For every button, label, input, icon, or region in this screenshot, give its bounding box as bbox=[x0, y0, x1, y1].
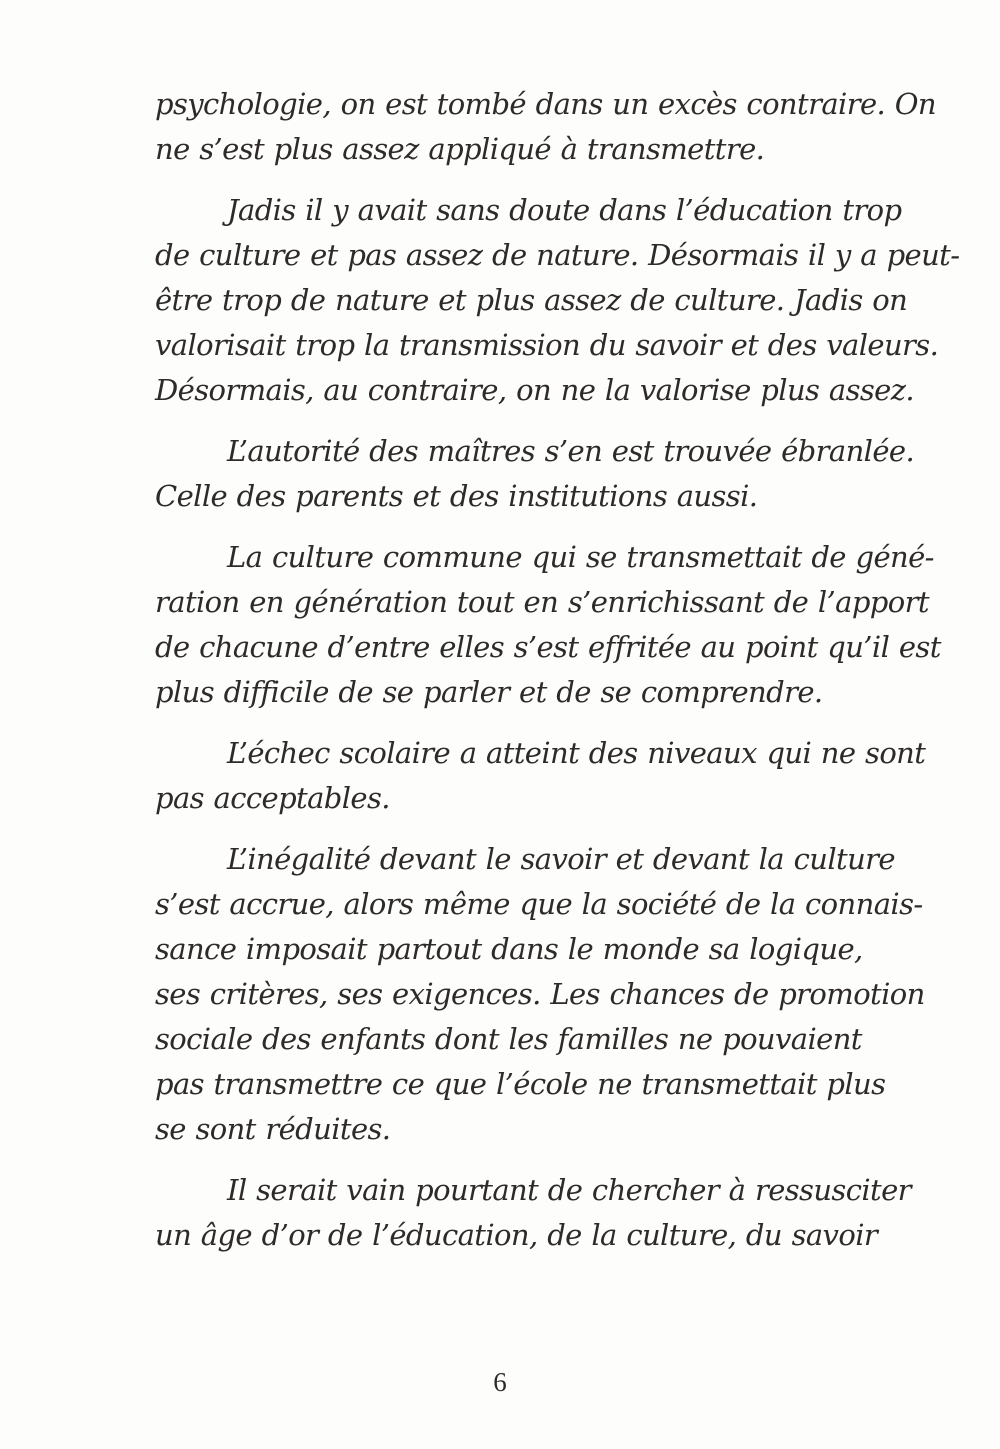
text-line: ration en génération tout en s’enrichissant de l’apport bbox=[155, 585, 929, 619]
text-line: Il serait vain pourtant de chercher à ressusciter bbox=[227, 1173, 911, 1207]
text-line: pas transmettre ce que l’école ne transmettait plus bbox=[155, 1067, 886, 1101]
paragraph bbox=[155, 1168, 911, 1258]
paragraph bbox=[155, 837, 925, 1152]
text-line: L’autorité des maîtres s’en est trouvée ébranlée. bbox=[227, 434, 915, 468]
page-number: 6 bbox=[493, 1367, 507, 1397]
text-line: de culture et pas assez de nature. Désormais il y a peut- bbox=[155, 238, 960, 272]
text-line: ses critères, ses exigences. Les chances de promotion bbox=[155, 977, 925, 1011]
text-line: L’inégalité devant le savoir et devant la culture bbox=[227, 842, 895, 876]
text-line: psychologie, on est tombé dans un excès contraire. On bbox=[155, 87, 937, 121]
text-line: sociale des enfants dont les familles ne pouvaient bbox=[155, 1022, 862, 1056]
body-text bbox=[155, 82, 960, 1274]
text-line: ne s’est plus assez appliqué à transmettre. bbox=[155, 132, 765, 166]
paragraph bbox=[155, 82, 937, 172]
text-line: s’est accrue, alors même que la société de la connais- bbox=[155, 887, 923, 921]
paragraph bbox=[155, 535, 941, 715]
text-line: plus difficile de se parler et de se comprendre. bbox=[155, 675, 823, 709]
paragraph bbox=[155, 731, 926, 821]
text-line: pas acceptables. bbox=[155, 781, 390, 815]
text-line: un âge d’or de l’éducation, de la culture, du savoir bbox=[155, 1218, 878, 1252]
text-line: se sont réduites. bbox=[155, 1112, 391, 1146]
text-line: valorisait trop la transmission du savoir et des valeurs. bbox=[155, 328, 939, 362]
text-line: sance imposait partout dans le monde sa logique, bbox=[155, 932, 863, 966]
paragraph bbox=[155, 188, 960, 413]
text-line: La culture commune qui se transmettait de géné- bbox=[227, 540, 934, 574]
text-line: Désormais, au contraire, on ne la valorise plus assez. bbox=[155, 373, 915, 407]
text-line: L’échec scolaire a atteint des niveaux qui ne sont bbox=[227, 736, 926, 770]
text-line: Jadis il y avait sans doute dans l’éducation trop bbox=[227, 193, 902, 227]
paragraph bbox=[155, 429, 915, 519]
text-line: de chacune d’entre elles s’est effritée au point qu’il est bbox=[155, 630, 941, 664]
text-line: être trop de nature et plus assez de culture. Jadis on bbox=[155, 283, 908, 317]
text-line: Celle des parents et des institutions aussi. bbox=[155, 479, 758, 513]
